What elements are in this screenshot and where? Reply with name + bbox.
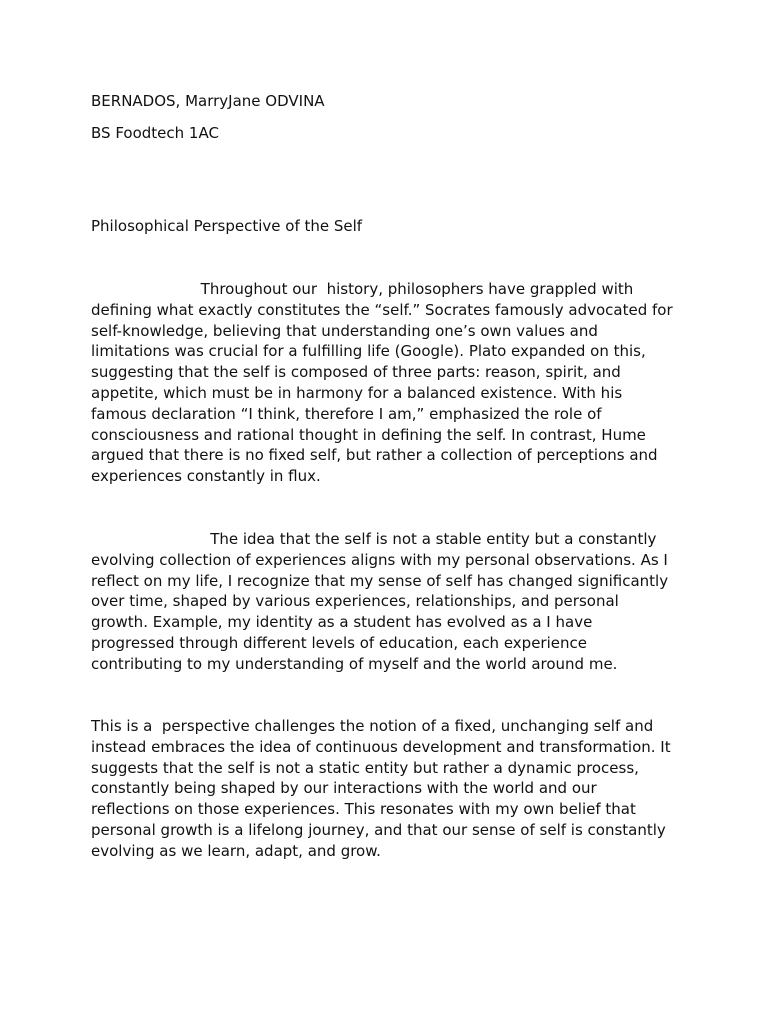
paragraph-line: appetite, which must be in harmony for a balanced existence. With his bbox=[91, 383, 623, 402]
paragraph-line: The idea that the self is not a stable entity but a constantly bbox=[91, 530, 657, 548]
paragraph-3 bbox=[91, 716, 691, 862]
paragraph-line: contributing to my understanding of myself and the world around me. bbox=[91, 654, 618, 673]
paragraph-line: Throughout our history, philosophers have grappled with bbox=[91, 280, 634, 298]
paragraph-line: self-knowledge, believing that understanding one’s own values and bbox=[91, 321, 598, 340]
paragraph-line: argued that there is no fixed self, but rather a collection of perceptions and bbox=[91, 446, 658, 465]
paragraph-line: evolving as we learn, adapt, and grow. bbox=[91, 841, 381, 860]
paragraph-line: experiences constantly in flux. bbox=[91, 467, 321, 486]
paragraph-line: This is a perspective challenges the notion of a fixed, unchanging self and bbox=[91, 717, 654, 735]
author-name: BERNADOS, MarryJane ODVINA bbox=[91, 92, 325, 110]
paragraph-line: reflect on my life, I recognize that my sense of self has changed significantly bbox=[91, 571, 669, 590]
paragraph-line: suggests that the self is not a static entity but rather a dynamic process, bbox=[91, 758, 639, 777]
paragraph-line: progressed through different levels of education, each experience bbox=[91, 633, 587, 652]
paragraph-line: limitations was crucial for a fulfilling life (Google). Plato expanded on this, bbox=[91, 342, 646, 361]
paragraph-line: defining what exactly constitutes the “self.” Socrates famously advocated for bbox=[91, 300, 673, 319]
document-title: Philosophical Perspective of the Self bbox=[91, 217, 363, 235]
paragraph-line: famous declaration “I think, therefore I am,” emphasized the role of bbox=[91, 404, 602, 423]
paragraph-line: suggesting that the self is composed of three parts: reason, spirit, and bbox=[91, 363, 621, 382]
course-label: BS Foodtech 1AC bbox=[91, 124, 219, 142]
paragraph-line: growth. Example, my identity as a student has evolved as a I have bbox=[91, 613, 593, 632]
paragraph-1 bbox=[91, 279, 691, 487]
paragraph-line: over time, shaped by various experiences, relationships, and personal bbox=[91, 592, 619, 611]
paragraph-line: constantly being shaped by our interactions with the world and our bbox=[91, 779, 597, 798]
paragraph-line: evolving collection of experiences aligns with my personal observations. As I bbox=[91, 550, 668, 569]
paragraph-line: personal growth is a lifelong journey, and that our sense of self is constantly bbox=[91, 820, 666, 839]
paragraph-line: reflections on those experiences. This resonates with my own belief that bbox=[91, 800, 636, 819]
paragraph-2 bbox=[91, 529, 691, 675]
paragraph-line: consciousness and rational thought in defining the self. In contrast, Hume bbox=[91, 425, 646, 444]
paragraph-line: instead embraces the idea of continuous development and transformation. It bbox=[91, 737, 671, 756]
